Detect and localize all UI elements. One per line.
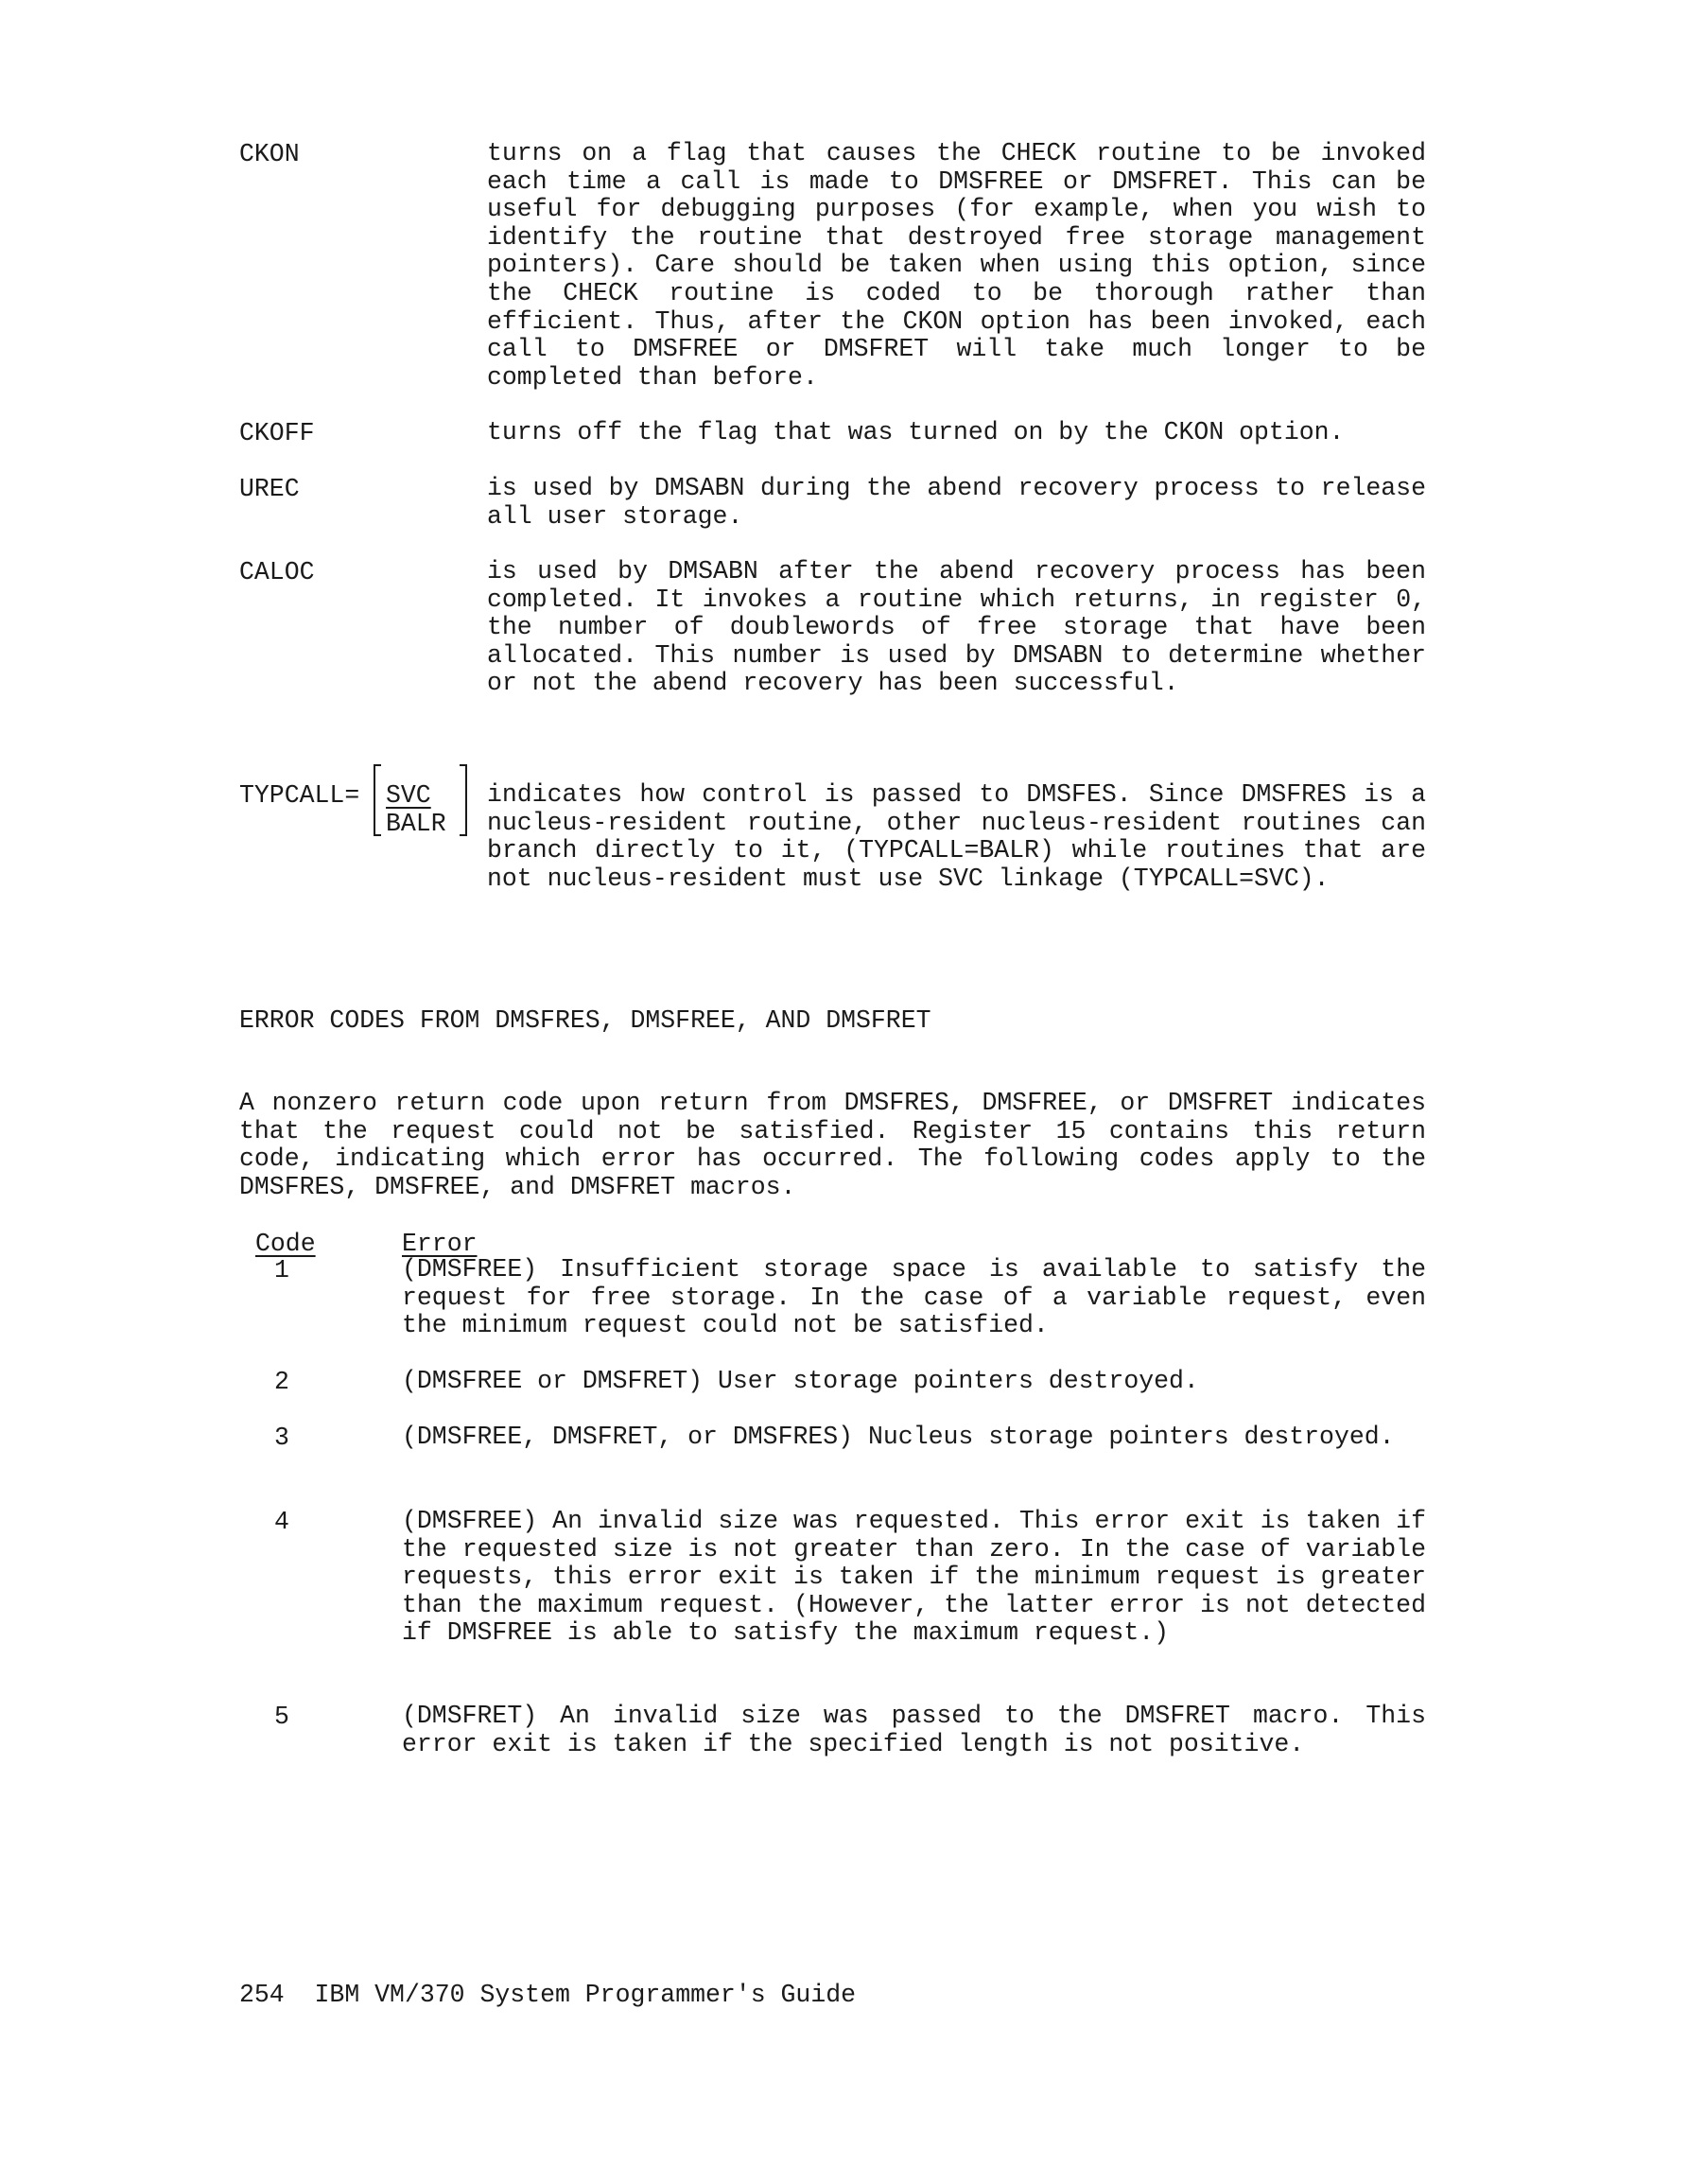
- option-name-ckoff: CKOFF: [239, 419, 315, 447]
- error-code: 4: [274, 1508, 289, 1536]
- typcall-left-bracket: [374, 764, 381, 836]
- error-desc: (DMSFRET) An invalid size was passed to the DMSFRET macro. This error exit is taken if the specified length is not positive.: [402, 1702, 1426, 1758]
- error-desc: (DMSFREE, DMSFRET, or DMSFRES) Nucleus storage pointers destroyed.: [402, 1423, 1395, 1451]
- error-code: 2: [274, 1368, 289, 1396]
- col-header-error: Error: [402, 1230, 478, 1258]
- col-header-code: Code: [255, 1230, 316, 1258]
- option-name-ckon: CKON: [239, 140, 300, 168]
- error-code: 1: [274, 1256, 289, 1284]
- section-intro: A nonzero return code upon return from DMSFRES, DMSFREE, or DMSFRET indicates that the request could not be satisfied. Register 15 contains this return code, indicating which error has occurred. The following codes apply to the DMSFRES, DMSFREE, and DMSFRET macros.: [239, 1089, 1426, 1201]
- page-footer: [239, 1981, 856, 2009]
- error-code: 5: [274, 1703, 289, 1731]
- section-heading: ERROR CODES FROM DMSFRES, DMSFREE, AND DMSFRET: [239, 1006, 931, 1035]
- option-desc-caloc: is used by DMSABN after the abend recovery process has been completed. It invokes a routine which returns, in register 0, the number of doublewords of free storage that have been allocated. This number is used by DMSABN to determine whether or not the abend recovery has been successful.: [487, 557, 1426, 698]
- option-name-caloc: CALOC: [239, 558, 315, 586]
- error-desc: (DMSFREE) Insufficient storage space is available to satisfy the request for free storage. In the case of a variable request, even the minimum request could not be satisfied.: [402, 1255, 1426, 1340]
- option-desc-urec: is used by DMSABN during the abend recovery process to release all user storage.: [487, 474, 1426, 531]
- option-desc-ckoff: turns off the flag that was turned on by the CKON option.: [487, 418, 1345, 446]
- option-name-urec: UREC: [239, 475, 300, 503]
- error-desc: (DMSFREE or DMSFRET) User storage pointers destroyed.: [402, 1367, 1199, 1395]
- typcall-right-bracket: [460, 764, 467, 836]
- page-number: 254: [239, 1981, 285, 2009]
- typcall-choice-svc: SVC: [386, 781, 431, 810]
- error-desc: (DMSFREE) An invalid size was requested. This error exit is taken if the requested size is not greater than zero. In the case of variable requests, this error exit is taken if the minimum request is greater than the maximum request. (However, the latter error is not detected if DMSFREE is able to satisfy the maximum request.): [402, 1507, 1426, 1648]
- error-code: 3: [274, 1424, 289, 1452]
- typcall-choice-balr: BALR: [386, 810, 446, 838]
- option-desc-ckon: turns on a flag that causes the CHECK routine to be invoked each time a call is made to DMSFREE or DMSFRET. This can be useful for debugging purposes (for example, when you wish to identify the routine that destroyed free storage management pointers). Care should be taken when using this option, since the CHECK routine is coded to be thorough rather than efficient. Thus, after the CKON option has been invoked, each call to DMSFREE or DMSFRET will take much longer to be completed than before.: [487, 139, 1426, 392]
- typcall-desc: indicates how control is passed to DMSFES. Since DMSFRES is a nucleus-resident routine, other nucleus-resident routines can branch directly to it, (TYPCALL=BALR) while routines that are not nucleus-resident must use SVC linkage (TYPCALL=SVC).: [487, 780, 1426, 893]
- book-title: IBM VM/370 System Programmer's Guide: [314, 1981, 857, 2009]
- typcall-prefix: TYPCALL=: [239, 781, 360, 810]
